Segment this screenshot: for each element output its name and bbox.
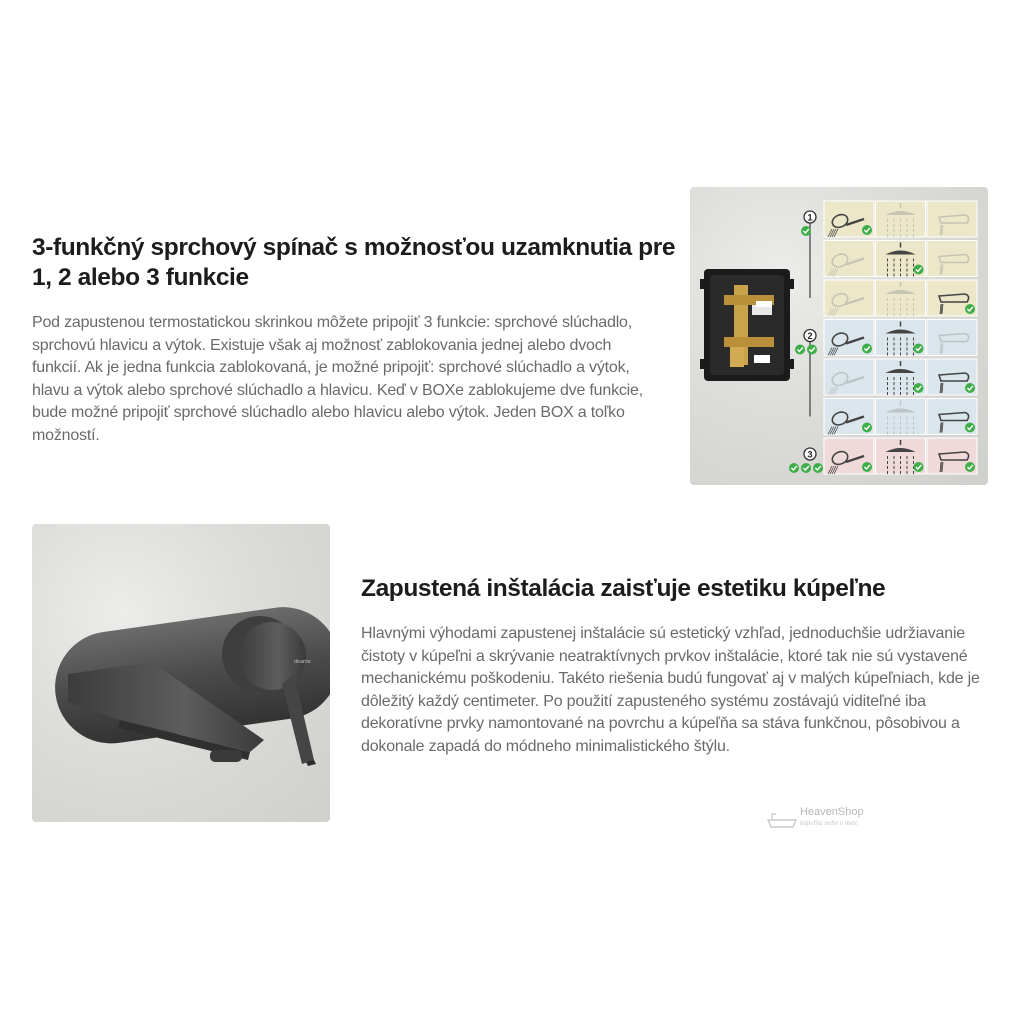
check-icon [965, 462, 975, 472]
faucet-svg [32, 524, 330, 822]
svg-text:3: 3 [807, 449, 813, 460]
group-label [804, 211, 816, 223]
concealed-box-image [700, 269, 794, 381]
diagram-cell [824, 359, 874, 395]
svg-text:2: 2 [807, 331, 813, 341]
check-icon [914, 265, 924, 275]
faucet-image [48, 600, 330, 766]
faucet-brand-logo: deante [294, 659, 311, 665]
diagram-cell [927, 241, 977, 277]
check-icon [862, 344, 872, 354]
check-icon [807, 345, 817, 355]
group-label [804, 330, 816, 342]
diagram-svg [690, 187, 988, 485]
check-icon [801, 463, 811, 473]
check-icon [914, 462, 924, 472]
svg-text:1: 1 [807, 212, 813, 223]
wall-faucet-photo [32, 524, 330, 822]
check-icon [813, 463, 823, 473]
check-icon [795, 345, 805, 355]
diagram-cell [824, 280, 874, 316]
check-icon [862, 423, 872, 433]
valve-function-diagram [690, 187, 988, 485]
diagram-cell [824, 241, 874, 277]
watermark-name: HeavenShop [800, 806, 864, 818]
bathtub-icon [766, 812, 798, 830]
section-body-switch: Pod zapustenou termostatickou skrinkou môžete pripojiť 3 funkcie: sprchové slúchadlo, sprchovú hlavicu a výtok. Existuje však aj možnosť zablokovania jednej alebo dvoch funkcií. Ak je jedna funkcia zablokovaná, je možné pripojiť: sprchové slúchadlo a výtok, hlavu a výtok alebo sprchové slúchadlo a hlavicu. Keď v BOXe zablokujeme dve funkcie, bude možné pripojiť sprchové slúchadlo alebo hlavicu alebo výtok. Jeden BOX a toľko možností. [32, 314, 643, 444]
watermark-tagline: kúpeľňa nebo v mete [800, 819, 858, 827]
check-icon [789, 463, 799, 473]
diagram-cell [927, 201, 977, 237]
check-icon [965, 423, 975, 433]
check-icon [862, 462, 872, 472]
section-body-installation: Hlavnými výhodami zapustenej inštalácie sú estetický vzhľad, jednoduchšie udržiavanie čistoty v kúpeľni a skrývanie neatraktívnych prvkov inštalácie, ktoré tak nie sú vystavené mechanickému poškodeniu. Takéto riešenia budú fungovať aj v malých kúpeľniach, kde je dôležitý každý centimeter. Po použití zapusteného systému zostávajú viditeľné iba dekoratívne prvky namontované na povrchu a kúpeľňa sa stáva funkčnou, pôsobivou a dokonale zapadá do módneho minimalistického štýlu. [361, 625, 980, 755]
check-icon [914, 383, 924, 393]
check-icon [801, 226, 811, 236]
check-icon [862, 225, 872, 235]
check-icon [914, 344, 924, 354]
section-title-switch: 3-funkčný sprchový spínač s možnosťou uzamknutia pre 1, 2 alebo 3 funkcie [32, 234, 676, 291]
check-icon [965, 383, 975, 393]
diagram-cell [927, 320, 977, 356]
check-icon [965, 304, 975, 314]
section-title-installation: Zapustená inštalácia zaisťuje estetiku kúpeľne [361, 575, 886, 602]
function-grid [789, 201, 977, 474]
group-label [804, 448, 816, 460]
watermark-logo [766, 806, 886, 832]
